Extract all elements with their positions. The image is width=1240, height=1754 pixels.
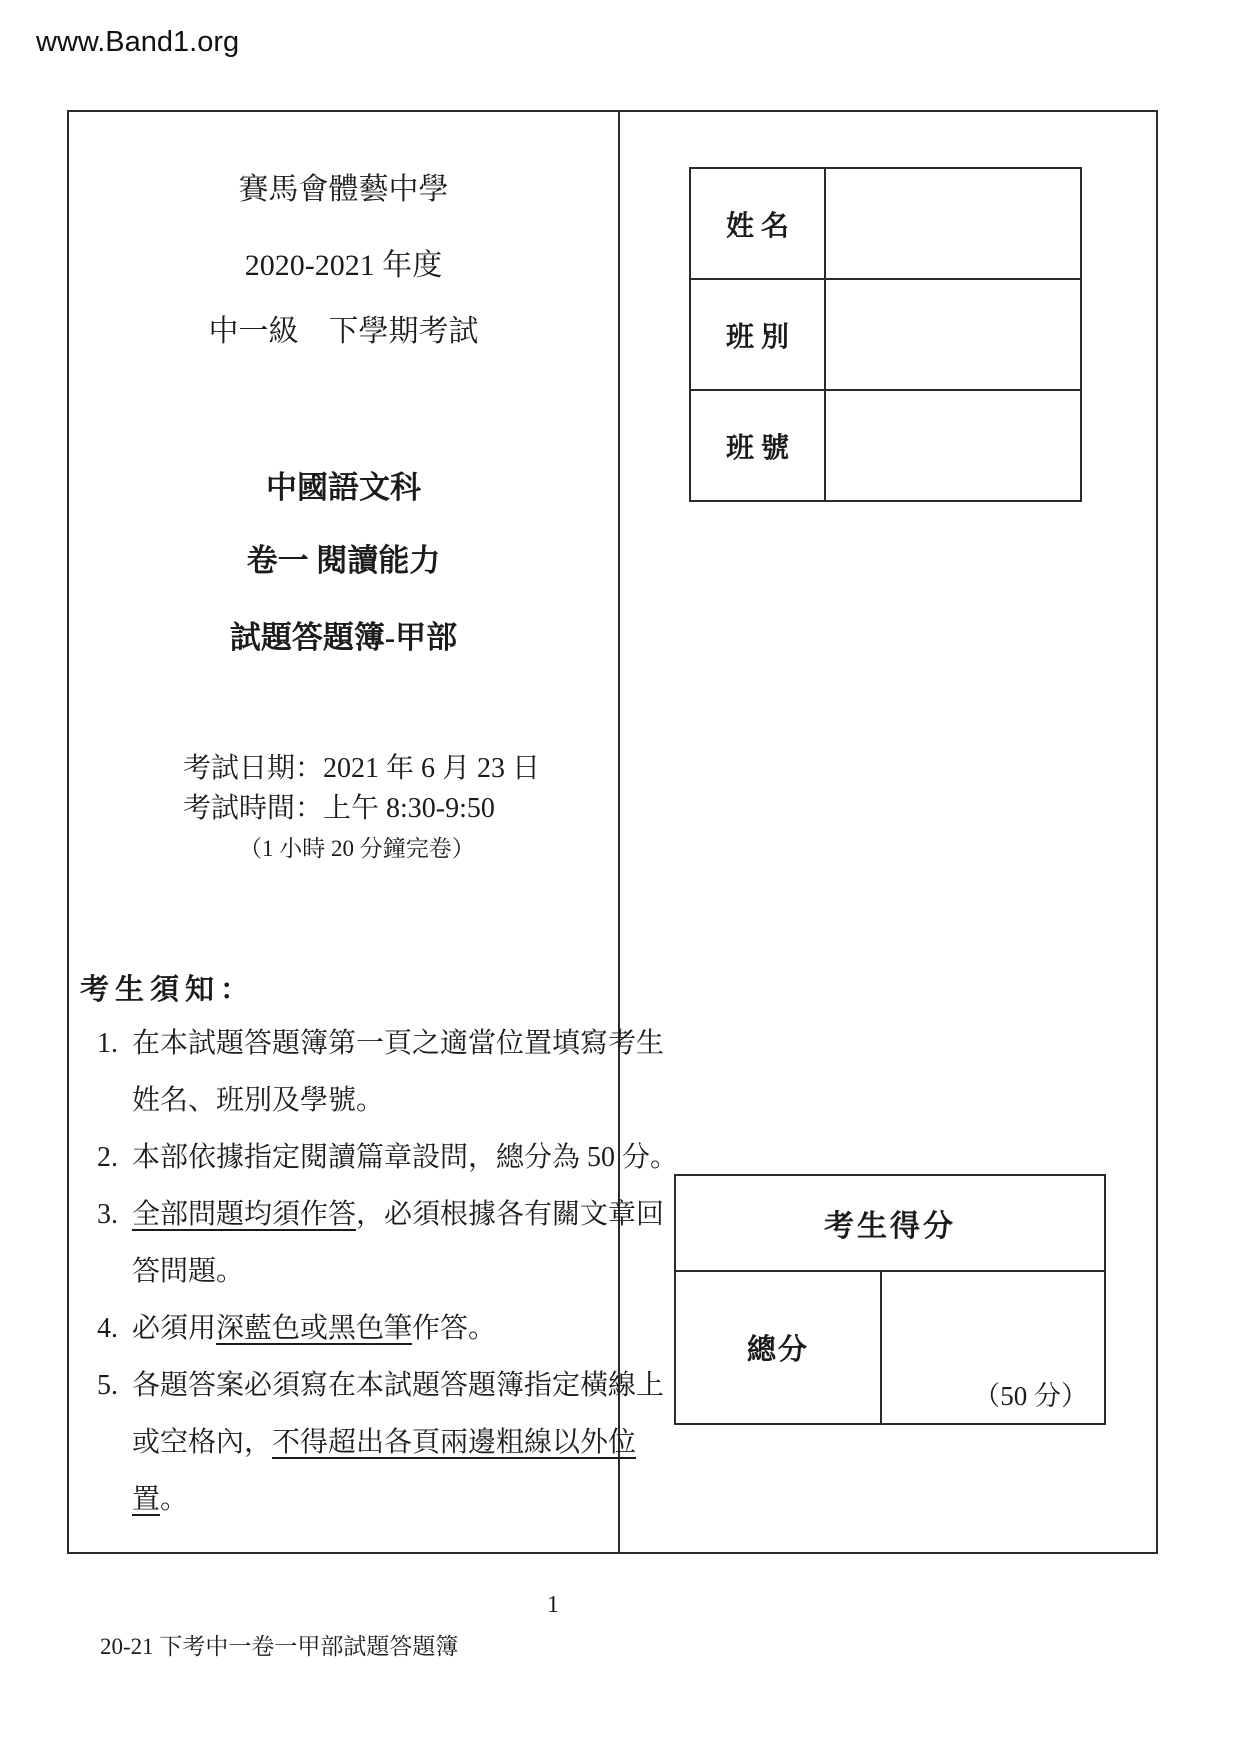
text-segment: ，必須根據各有關文章回 xyxy=(356,1199,665,1230)
instruction-item xyxy=(97,1300,637,1357)
paper-title: 卷一 閱讀能力 xyxy=(246,543,441,578)
underlined-text-segment: 置 xyxy=(132,1484,161,1515)
instruction-line xyxy=(97,1015,665,1072)
max-score-note: （50 分） xyxy=(973,1381,1088,1411)
instructions-list xyxy=(97,1015,679,1528)
instruction-number: 2. xyxy=(97,1142,118,1173)
instructions-heading: 考生須知： xyxy=(80,974,256,1006)
page-frame xyxy=(67,110,1158,1554)
info-row-value-cell xyxy=(826,280,1080,389)
instruction-line xyxy=(97,1186,665,1243)
text-segment: 答問題。 xyxy=(132,1256,245,1287)
instruction-line xyxy=(97,1414,637,1471)
text-segment: 或空格內， xyxy=(132,1427,273,1458)
instruction-line xyxy=(97,1243,637,1300)
underlined-text-segment: 全部問題均須作答 xyxy=(132,1199,357,1230)
score-box xyxy=(674,1174,1106,1425)
text-segment: 作答。 xyxy=(412,1313,497,1344)
text-segment: 姓名、班別及學號。 xyxy=(132,1085,385,1116)
exam-date: 考試日期：2021 年 6 月 23 日 xyxy=(183,753,541,784)
text-segment: 在本試題答題簿第一頁之適當位置填寫考生 xyxy=(132,1028,665,1059)
instruction-line xyxy=(97,1471,637,1528)
info-row-label: 姓 名 xyxy=(691,169,826,278)
underlined-text-segment: 不得超出各頁兩邊粗線以外位 xyxy=(272,1427,637,1458)
exam-time: 考試時間：上午 8:30-9:50 xyxy=(183,793,495,824)
score-box-title: 考生得分 xyxy=(676,1176,1104,1272)
underlined-text-segment: 深藍色或黑色筆 xyxy=(216,1313,413,1344)
instruction-number: 1. xyxy=(97,1028,118,1059)
instruction-item xyxy=(97,1129,679,1186)
subject-title: 中國語文科 xyxy=(266,470,421,505)
score-box-row xyxy=(676,1272,1104,1423)
booklet-title: 試題答題簿-甲部 xyxy=(229,620,458,655)
instruction-number: 4. xyxy=(97,1313,118,1344)
instruction-line xyxy=(97,1072,637,1129)
exam-duration-note: （1 小時 20 分鐘完卷） xyxy=(239,836,475,861)
instruction-item xyxy=(97,1186,665,1300)
info-row-value-cell xyxy=(826,169,1080,278)
total-score-label: 總分 xyxy=(676,1272,882,1423)
exam-title: 中一級 下學期考試 xyxy=(208,315,479,348)
info-row-label: 班 別 xyxy=(691,280,826,389)
text-segment: 各題答案必須寫在本試題答題簿指定橫線上 xyxy=(132,1370,665,1401)
instruction-item xyxy=(97,1357,665,1528)
instruction-line xyxy=(97,1300,637,1357)
page-number: 1 xyxy=(547,1592,559,1618)
instruction-item xyxy=(97,1015,665,1129)
school-name: 賽馬會體藝中學 xyxy=(238,173,449,206)
site-url: www.Band1.org xyxy=(36,26,240,58)
exam-schedule xyxy=(183,749,540,829)
info-table-row xyxy=(691,169,1080,280)
document-code: 20-21 下考中一卷一甲部試題答題簿 xyxy=(100,1634,459,1659)
instruction-number: 5. xyxy=(97,1370,118,1401)
info-row-value-cell xyxy=(826,391,1080,500)
info-table-row xyxy=(691,280,1080,391)
info-table-row xyxy=(691,391,1080,500)
text-segment: 必須用 xyxy=(132,1313,217,1344)
total-score-cell xyxy=(882,1272,1104,1423)
instruction-line xyxy=(97,1357,665,1414)
instruction-line xyxy=(97,1129,679,1186)
text-segment: 。 xyxy=(160,1484,189,1515)
info-table xyxy=(689,167,1082,502)
info-row-label: 班 號 xyxy=(691,391,826,500)
school-year: 2020-2021 年度 xyxy=(244,249,443,282)
text-segment: 本部依據指定閱讀篇章設問，總分為 50 分。 xyxy=(132,1142,679,1173)
instruction-number: 3. xyxy=(97,1199,118,1230)
